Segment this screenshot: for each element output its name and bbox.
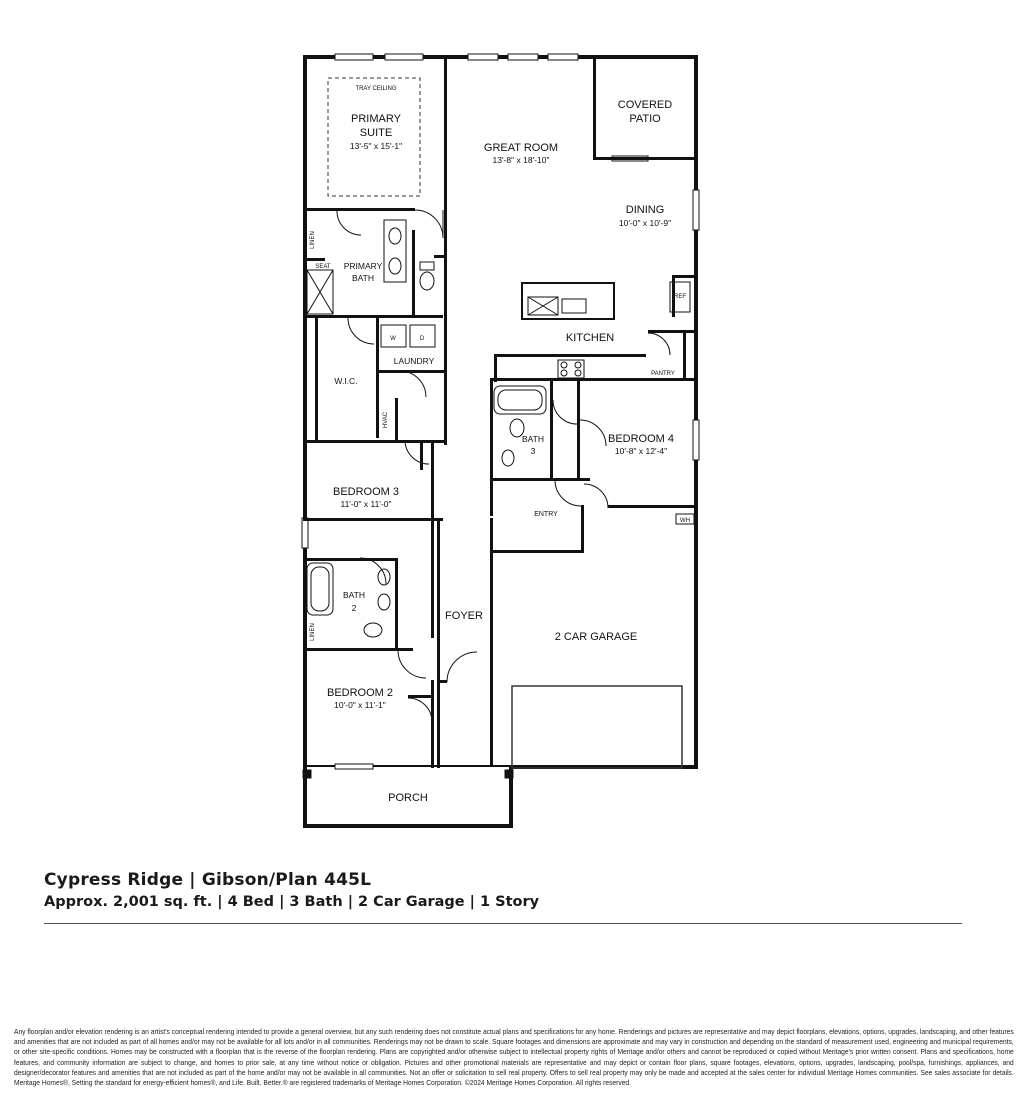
door-swings (337, 210, 670, 722)
covered-patio-label: COVERED (617, 99, 673, 111)
primary-bath-label-2: BATH (351, 273, 375, 283)
primary-suite-dim: 13'-5" x 15'-1" (349, 141, 403, 151)
primary-suite-label-2: SUITE (359, 127, 393, 139)
bedroom2-label: BEDROOM 2 (326, 687, 394, 699)
bath3-label: BATH (521, 434, 545, 444)
bath3-label-2: 3 (530, 446, 536, 456)
plan-title: Cypress Ridge | Gibson/Plan 445L (44, 870, 372, 890)
covered-patio-label-2: PATIO (629, 113, 661, 125)
great-room-label: GREAT ROOM (483, 142, 559, 154)
linen-label: LINEN (310, 231, 316, 249)
linen2-label: LINEN (310, 623, 316, 641)
dining-label: DINING (625, 204, 665, 216)
plan-subtitle: Approx. 2,001 sq. ft. | 4 Bed | 3 Bath | 2 Car Garage | 1 Story (44, 894, 540, 910)
seat-label: SEAT (315, 264, 331, 270)
garage-label: 2 CAR GARAGE (554, 631, 638, 643)
primary-suite-label: PRIMARY (351, 113, 401, 125)
tray-ceiling-label: TRAY CEILING (355, 86, 397, 92)
bath2-label-2: 2 (351, 603, 357, 613)
primary-bath-label: PRIMARY (343, 261, 383, 271)
divider (44, 923, 962, 924)
water-heater-label: WH (680, 518, 690, 524)
disclaimer-text: Any floorplan and/or elevation rendering is an artist's conceptual rendering intended to provide a general overview, but any such rendering does not constitute actual plans and specifications for any home. Renderings and pictures are representative and may depict floorplans, elevations, options, upgrades, landscaping, and other features and amenities that are not included as part of all homes and/or may not be available for all lots and/or in all communities. Renderings may not be drawn to scale. Square footages and dimensions are approximate and may vary in construction and depending on the standard of measurement used, engineering and municipal requirements, or other site-specific conditions. Homes may be constructed with a floorplan that is the reverse of the floorplan rendering. Plans are copyrighted and/or otherwise subject to intellectual property rights of Meritage and/or others and cannot be reproduced or copied without Meritage's prior written consent. Plans and specifications, home features, and community information are subject to change, and homes to prior sale, at any time without notice or obligation. Pictures and other promotional materials are representative and may depict or contain floor plans, square footages, elevations, options, upgrades, landscaping, pool/spa, furnishings, appliances, and designer/decorator features and amenities that are not included as part of the home and/or may not be available in all communities. Not an offer or solicitation to sell real property. Offers to sell real property may only be made and accepted at the sales center for individual Meritage Homes communities. See sales associate for details. Meritage Homes®, Setting the standard for energy-efficient homes®, and Life. Built. Better.® are registered trademarks of Meritage Homes Corporation. ©2024 Meritage Homes Corporation. All rights reserved. (14, 1027, 1014, 1088)
washer-label: W (390, 336, 396, 342)
bedroom2-dim: 10'-0" x 11'-1" (334, 700, 386, 710)
laundry-label: LAUNDRY (393, 356, 435, 366)
plan-title-block (44, 870, 964, 910)
dryer-label: D (419, 336, 425, 342)
ref-label: REF (674, 294, 686, 300)
bedroom3-label: BEDROOM 3 (332, 486, 400, 498)
dining-dim: 10'-0" x 10'-9" (618, 218, 672, 228)
pantry-label: PANTRY (651, 371, 675, 377)
porch-label: PORCH (388, 792, 428, 804)
foyer-label: FOYER (445, 610, 483, 622)
bedroom3-dim: 11'-0" x 11'-0" (340, 499, 392, 509)
wic-label: W.I.C. (334, 376, 358, 386)
kitchen-label: KITCHEN (565, 332, 615, 344)
room-labels (310, 86, 690, 804)
bath2-label: BATH (342, 590, 366, 600)
entry-label: ENTRY (534, 511, 558, 518)
bedroom4-dim: 10'-8" x 12'-4" (614, 446, 668, 456)
hvac-label: HVAC (383, 411, 389, 429)
great-room-dim: 13'-8" x 18'-10" (492, 155, 550, 165)
bedroom4-label: BEDROOM 4 (607, 433, 675, 445)
